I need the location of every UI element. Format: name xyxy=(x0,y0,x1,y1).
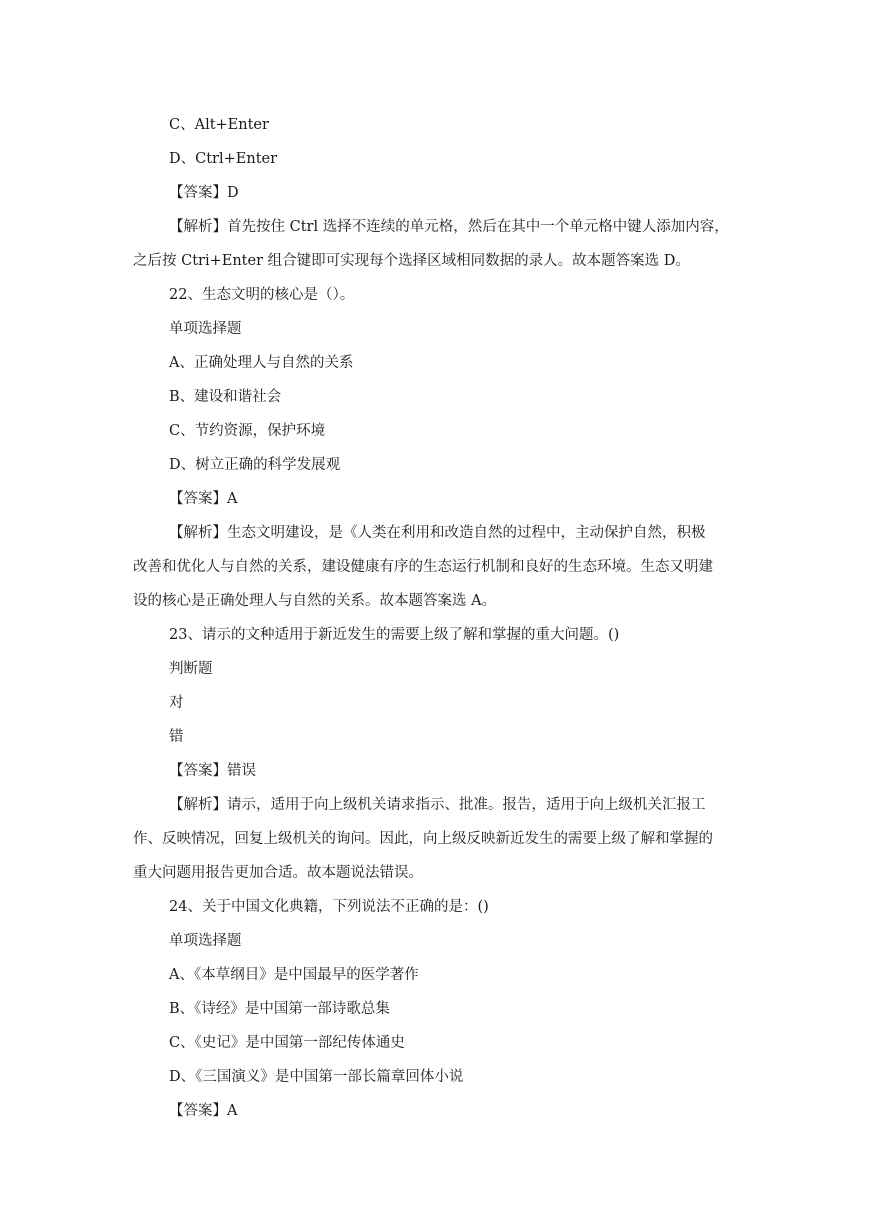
q21-answer: 【答案】D xyxy=(169,185,239,201)
q22-type: 单项选择题 xyxy=(169,321,242,337)
q24-stem: 24、关于中国文化典籍，下列说法不正确的是：() xyxy=(169,899,489,915)
q22-stem: 22、生态文明的核心是（）。 xyxy=(169,287,355,303)
q24-option-b: B、《诗经》是中国第一部诗歌总集 xyxy=(169,1001,390,1017)
q23-analysis: 【解析】请示，适用于向上级机关请求指示、批准。报告，适用于向上级机关汇报工 作、反映情况，回复上级机关的询问。因此，向上级反映新近发生的需要上级了解和掌握的 重大问题用报告更加合适。故本题说法错误。 xyxy=(133,797,713,881)
q23-stem: 23、请示的文种适用于新近发生的需要上级了解和掌握的重大问题。() xyxy=(169,627,620,643)
q21-analysis: 【解析】首先按住 Ctrl 选择不连续的单元格，然后在其中一个单元格中键人添加内容， 之后按 Ctri+Enter 组合键即可实现每个选择区域相同数据的录人。故本题答案选 D。 xyxy=(133,219,729,269)
q22-option-b: B、建设和谐社会 xyxy=(169,389,282,405)
q22-option-a: A、正确处理人与自然的关系 xyxy=(169,355,354,371)
q22-answer: 【答案】A xyxy=(169,491,238,507)
q23-option-true: 对 xyxy=(169,695,184,711)
q24-option-c: C、《史记》是中国第一部纪传体通史 xyxy=(169,1035,405,1051)
q21-option-d: D、Ctrl+Enter xyxy=(169,151,278,167)
q22-option-d: D、树立正确的科学发展观 xyxy=(169,457,341,473)
q22-analysis: 【解析】生态文明建设，是《人类在利用和改造自然的过程中，主动保护自然，积极 改善和优化人与自然的关系，建设健康有序的生态运行机制和良好的生态环境。生态又明建 设的核心是正确处理人与自然的关系。故本题答案选 A。 xyxy=(133,525,713,609)
document-content xyxy=(133,108,737,1128)
q23-type: 判断题 xyxy=(169,661,213,677)
q22-option-c: C、节约资源，保护环境 xyxy=(169,423,326,439)
q24-type: 单项选择题 xyxy=(169,933,242,949)
q21-option-c: C、Alt+Enter xyxy=(169,117,269,133)
q23-answer: 【答案】错误 xyxy=(169,763,256,779)
q24-option-a: A、《本草纲目》是中国最早的医学著作 xyxy=(169,967,419,983)
q23-option-false: 错 xyxy=(169,729,184,745)
q24-answer: 【答案】A xyxy=(169,1103,238,1119)
q24-option-d: D、《三国演义》是中国第一部长篇章回体小说 xyxy=(169,1069,464,1085)
